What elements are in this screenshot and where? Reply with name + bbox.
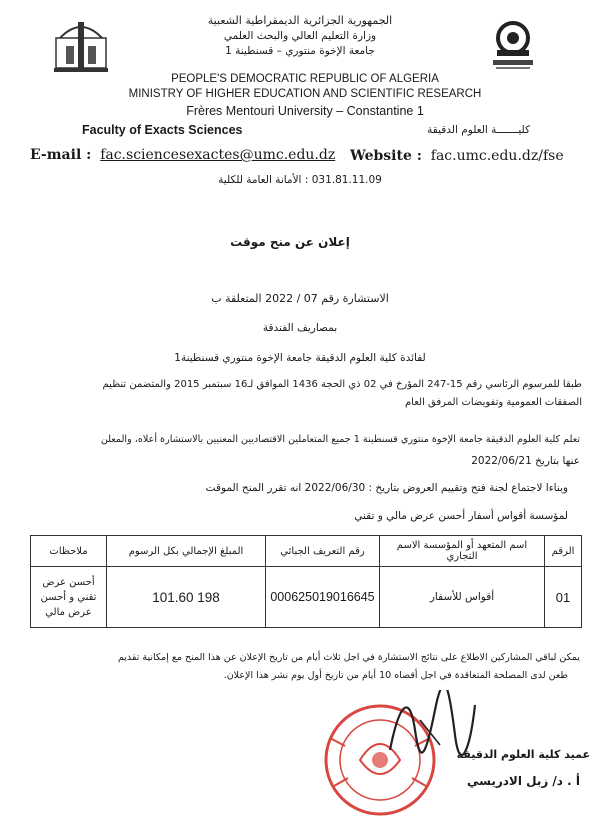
col-tax-id: رقم التعريف الجبائي: [266, 536, 380, 567]
closing-line-2: طعن لدى المصلحة المتعاقدة في اجل أقصاه 10 أيام من تاريخ أول يوم نشر هذا الإعلان.: [223, 670, 568, 681]
winner-line: لمؤسسة أقواس أسفار أحسن عرض مالي و تقني: [354, 510, 568, 522]
dean-title: عميد كلية العلوم الدقيقة: [456, 748, 590, 761]
col-company: اسم المتعهد أو المؤسسة الاسم التجاري: [380, 536, 545, 567]
republic-en: PEOPLE'S DEMOCRATIC REPUBLIC OF ALGERIA: [171, 73, 439, 85]
email-link[interactable]: fac.sciencesexactes@umc.edu.dz: [100, 147, 336, 163]
decree-line-1: طبقا للمرسوم الرئاسي رقم 15-247 المؤرخ في 02 ذي الحجة 1436 الموافق لـ16 سبتمبر 2015 والمتضمن تنظيم: [102, 379, 582, 390]
university-ar: جامعة الإخوة منتوري – قسنطينة 1: [225, 45, 375, 57]
email-row: [30, 147, 335, 163]
email-label: E-mail :: [30, 147, 92, 163]
col-notes: ملاحظات: [31, 536, 107, 567]
cell-number: 01: [545, 567, 582, 628]
table-row: [31, 567, 582, 628]
award-table: [30, 535, 582, 628]
phone-line: 031.81.11.09 : الأمانة العامة للكلية: [218, 174, 382, 186]
website-label: Website :: [350, 148, 422, 164]
cell-amount: 198 101.60: [107, 567, 266, 628]
ministry-en: MINISTRY OF HIGHER EDUCATION AND SCIENTIFIC RESEARCH: [128, 88, 482, 100]
republic-ar: الجمهورية الجزائرية الديمقراطية الشعبية: [207, 14, 393, 27]
website-row: [350, 148, 564, 164]
notify-line-1: تعلم كلية العلوم الدقيقة جامعة الإخوة منتوري قسنطينة 1 جميع المتعاملين الاقتصاديين المعنيين بالاستشارة أعلاه، والمعلن: [100, 434, 580, 445]
cell-tax-id: 000625019016645: [266, 567, 380, 628]
meeting-line: وبناءا لاجتماع لجنة فتح وتقييم العروض بتاريخ : 2022/06/30 انه تقرر المنح الموقت: [205, 482, 568, 494]
faculty-en: Faculty of Exacts Sciences: [82, 123, 243, 137]
university-logo: [488, 18, 538, 72]
subject-line: بمصاريف الفندقة: [262, 322, 338, 334]
dean-name: أ . د/ زبل الادريسي: [466, 774, 580, 788]
cell-company: أقواس للأسفار: [380, 567, 545, 628]
beneficiary-line: لفائدة كلية العلوم الدقيقة جامعة الإخوة منتوري قسنطينة1: [174, 352, 426, 364]
decree-line-2: الصفقات العمومية وتفويضات المرفق العام: [404, 397, 582, 408]
cell-notes: أحسن عرض تقني و أحسن عرض مالي: [31, 567, 107, 628]
ministry-ar: وزارة التعليم العالي والبحث العلمي: [223, 30, 377, 42]
website-link[interactable]: fac.umc.edu.dz/fse: [430, 148, 564, 164]
table-header-row: [31, 536, 582, 567]
university-en: Frères Mentouri University – Constantine 1: [186, 104, 424, 118]
col-amount: المبلغ الإجمالي بكل الرسوم: [107, 536, 266, 567]
notify-line-2: عنها بتاريخ 2022/06/21: [471, 455, 580, 467]
closing-line-1: يمكن لباقي المشاركين الاطلاع على نتائج الاستشارة في اجل ثلاث أيام من تاريخ الإعلان عن هذا المنح مع إمكانية تقديم: [117, 652, 580, 663]
consultation-line: الاستشارة رقم 07 / 2022 المتعلقة ب: [211, 292, 389, 305]
col-number: الرقم: [545, 536, 582, 567]
faculty-ar: كليـــــــة العلوم الدقيقة: [427, 124, 530, 136]
document-title: إعلان عن منح موقت: [230, 235, 350, 249]
ministry-logo: [52, 12, 110, 74]
